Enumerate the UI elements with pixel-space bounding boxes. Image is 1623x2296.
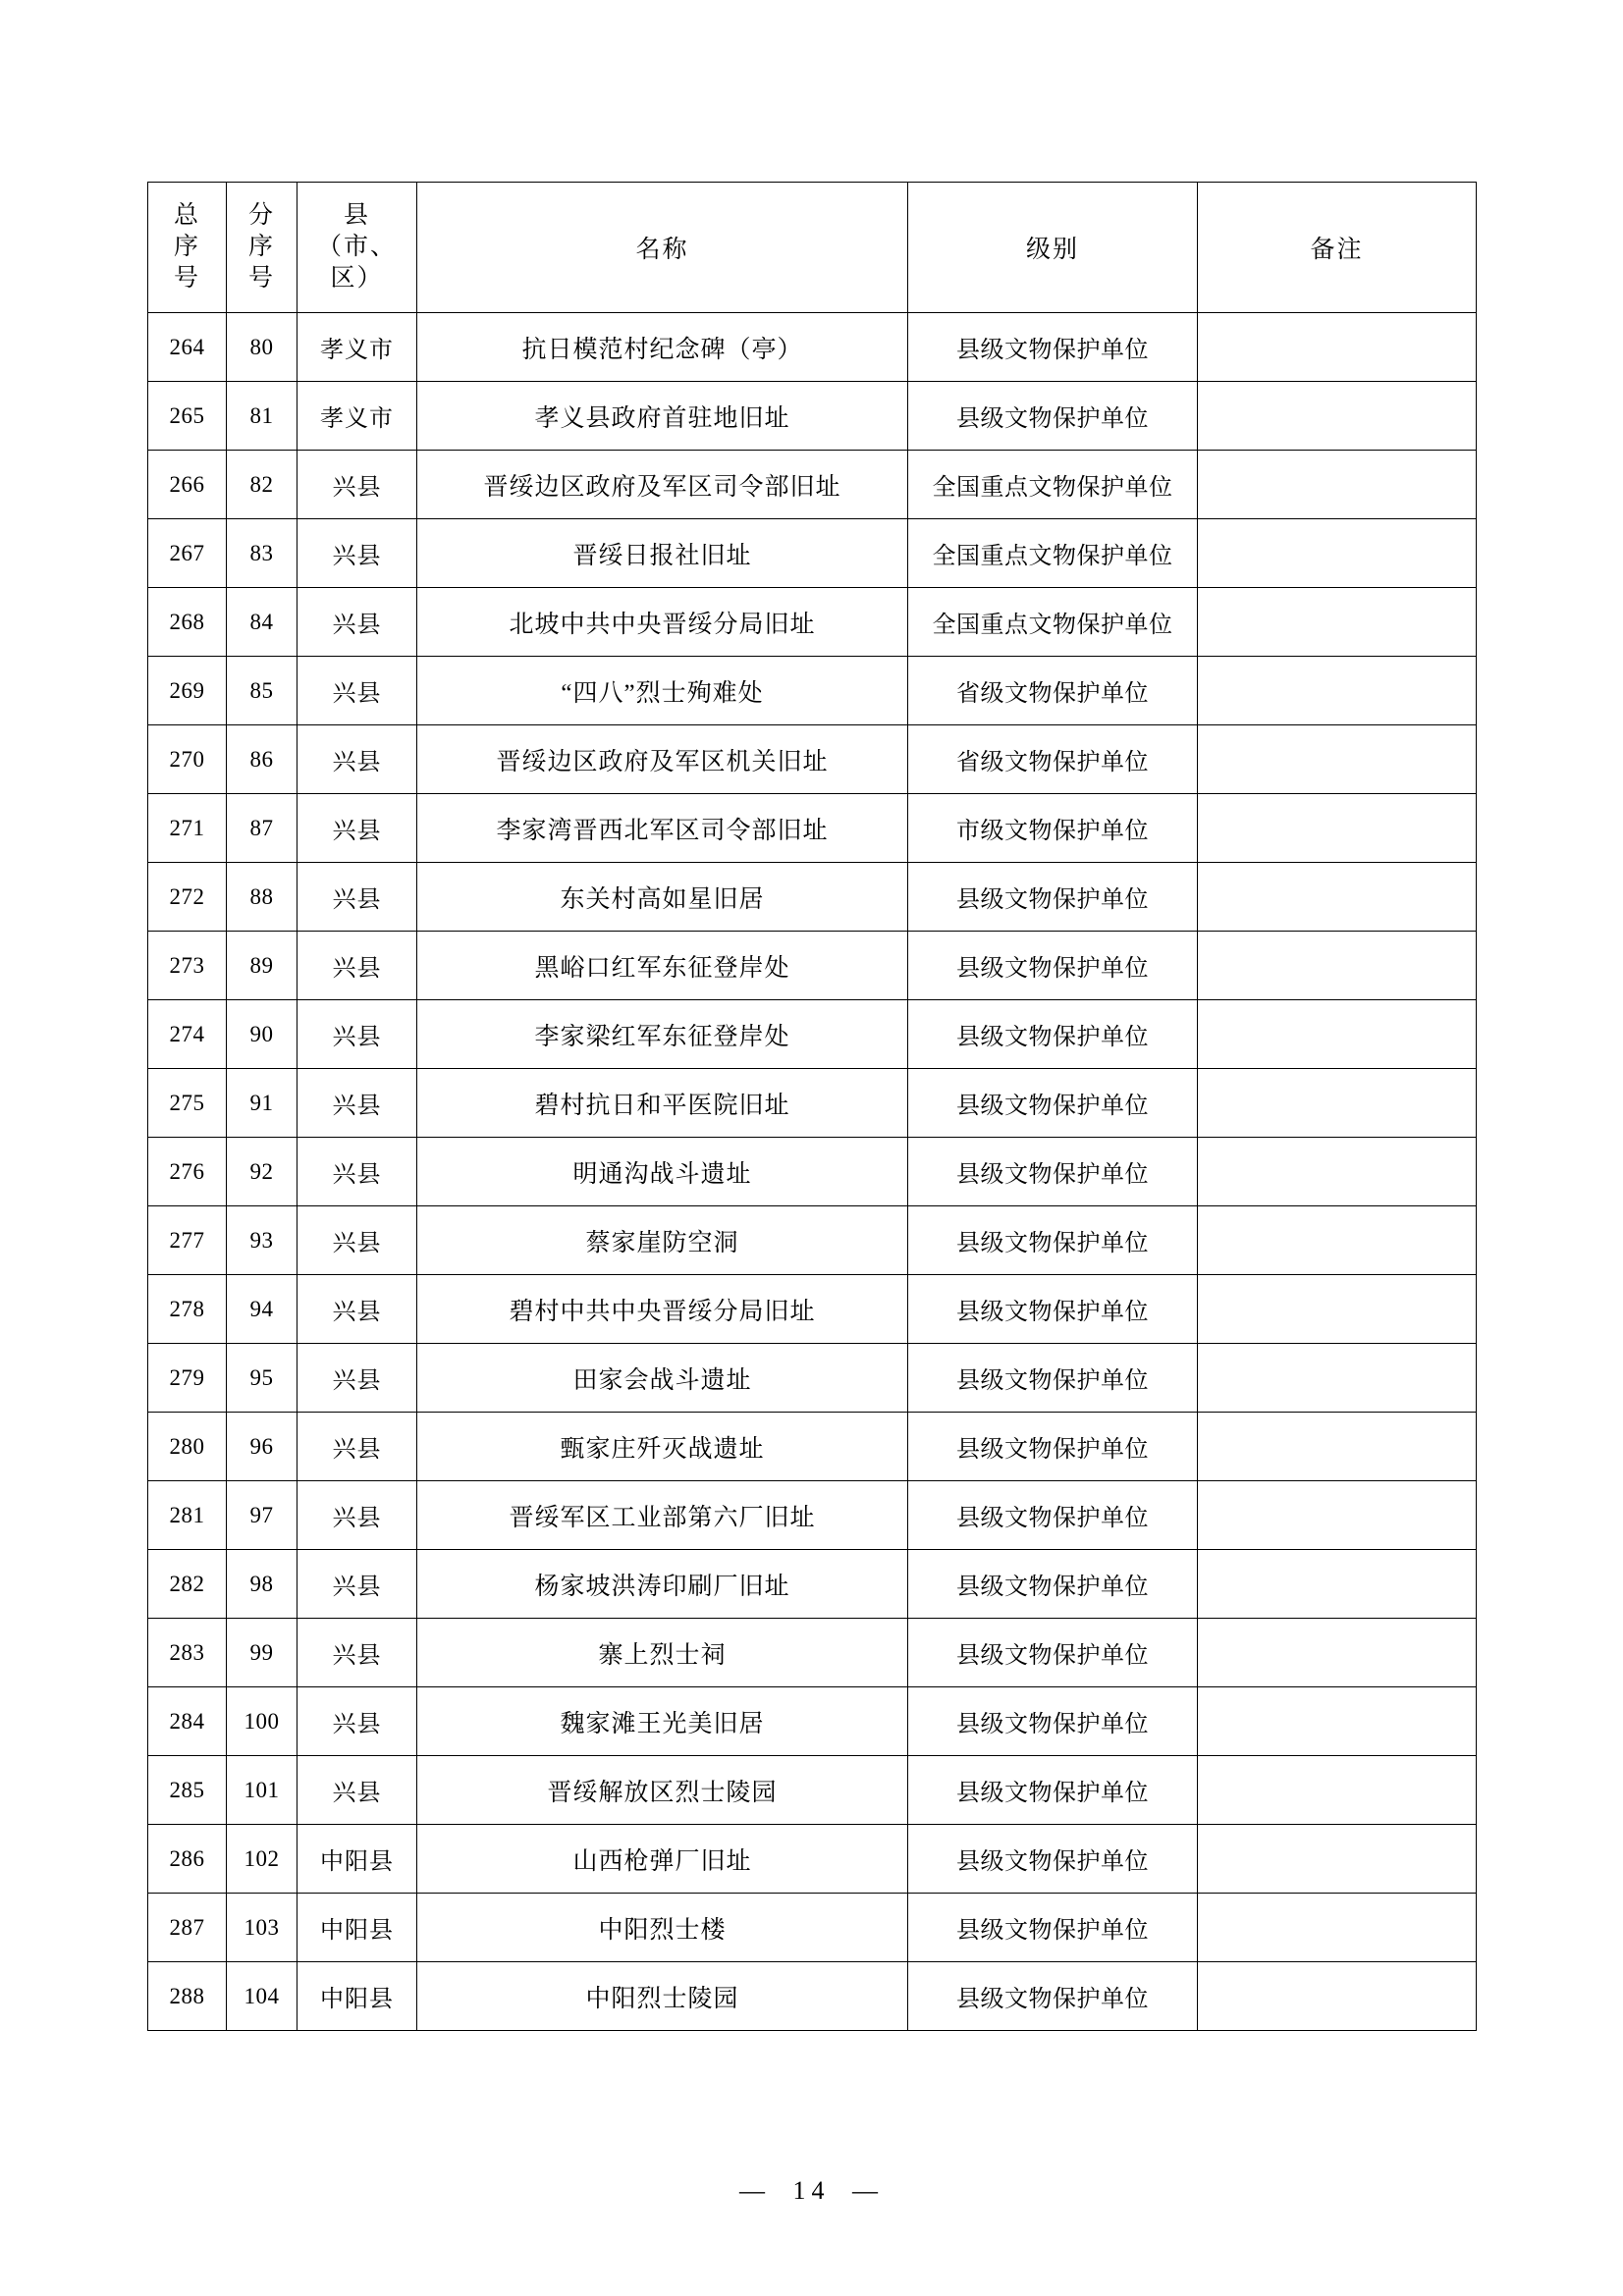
cell-level: 县级文物保护单位 — [908, 1687, 1198, 1756]
cell-total-no: 264 — [148, 313, 227, 382]
cell-level: 县级文物保护单位 — [908, 1619, 1198, 1687]
cell-total-no: 268 — [148, 588, 227, 657]
cell-total-no: 272 — [148, 863, 227, 932]
cell-level: 县级文物保护单位 — [908, 1000, 1198, 1069]
cell-county: 兴县 — [298, 1687, 417, 1756]
cell-sub-no: 92 — [227, 1138, 298, 1206]
cell-total-no: 283 — [148, 1619, 227, 1687]
cell-total-no: 280 — [148, 1413, 227, 1481]
cell-sub-no: 96 — [227, 1413, 298, 1481]
cell-note — [1198, 1825, 1477, 1894]
cell-county: 兴县 — [298, 519, 417, 588]
table-row — [148, 1619, 1477, 1687]
column-header-name: 名称 — [417, 183, 908, 313]
cell-level: 县级文物保护单位 — [908, 1206, 1198, 1275]
cell-level: 县级文物保护单位 — [908, 1756, 1198, 1825]
cell-name: 李家梁红军东征登岸处 — [417, 1000, 908, 1069]
footer-left-dash: — — [739, 2176, 771, 2205]
column-header-total-no-line1: 总 — [173, 202, 200, 229]
page-number: 14 — [792, 2176, 831, 2205]
table-row — [148, 725, 1477, 794]
table-row — [148, 382, 1477, 451]
cell-level: 省级文物保护单位 — [908, 657, 1198, 725]
cell-county: 兴县 — [298, 794, 417, 863]
cell-name: 中阳烈士楼 — [417, 1894, 908, 1962]
cell-total-no: 271 — [148, 794, 227, 863]
column-header-sub-no-line3: 号 — [247, 265, 275, 292]
cell-note — [1198, 725, 1477, 794]
cell-level: 全国重点文物保护单位 — [908, 588, 1198, 657]
cell-name: 魏家滩王光美旧居 — [417, 1687, 908, 1756]
cell-sub-no: 84 — [227, 588, 298, 657]
table-row — [148, 863, 1477, 932]
cell-total-no: 267 — [148, 519, 227, 588]
cell-sub-no: 80 — [227, 313, 298, 382]
cell-county: 兴县 — [298, 588, 417, 657]
cell-sub-no: 100 — [227, 1687, 298, 1756]
cell-name: 抗日模范村纪念碑（亭） — [417, 313, 908, 382]
cell-name: 杨家坡洪涛印刷厂旧址 — [417, 1550, 908, 1619]
cell-note — [1198, 1069, 1477, 1138]
cell-sub-no: 103 — [227, 1894, 298, 1962]
cell-note — [1198, 1138, 1477, 1206]
cell-note — [1198, 1275, 1477, 1344]
cell-county: 中阳县 — [298, 1894, 417, 1962]
cell-name: 黑峪口红军东征登岸处 — [417, 932, 908, 1000]
cell-total-no: 265 — [148, 382, 227, 451]
column-header-county-line3: 区） — [330, 265, 384, 292]
cell-name: 蔡家崖防空洞 — [417, 1206, 908, 1275]
table-row — [148, 1481, 1477, 1550]
column-header-sub-no — [227, 183, 298, 313]
cell-county: 中阳县 — [298, 1962, 417, 2031]
cell-note — [1198, 1344, 1477, 1413]
heritage-sites-table — [147, 182, 1477, 2031]
cell-note — [1198, 932, 1477, 1000]
table-row — [148, 794, 1477, 863]
cell-note — [1198, 1962, 1477, 2031]
table-header-row — [148, 183, 1477, 313]
cell-sub-no: 95 — [227, 1344, 298, 1413]
table-row — [148, 519, 1477, 588]
cell-county: 兴县 — [298, 932, 417, 1000]
cell-level: 省级文物保护单位 — [908, 725, 1198, 794]
cell-county: 兴县 — [298, 1206, 417, 1275]
table-body — [148, 313, 1477, 2031]
cell-sub-no: 90 — [227, 1000, 298, 1069]
cell-name: 晋绥日报社旧址 — [417, 519, 908, 588]
cell-total-no: 286 — [148, 1825, 227, 1894]
cell-total-no: 275 — [148, 1069, 227, 1138]
cell-sub-no: 89 — [227, 932, 298, 1000]
cell-total-no: 288 — [148, 1962, 227, 2031]
cell-level: 全国重点文物保护单位 — [908, 519, 1198, 588]
cell-name: 寨上烈士祠 — [417, 1619, 908, 1687]
cell-level: 县级文物保护单位 — [908, 1413, 1198, 1481]
cell-note — [1198, 588, 1477, 657]
cell-county: 兴县 — [298, 451, 417, 519]
table-row — [148, 1413, 1477, 1481]
column-header-county — [298, 183, 417, 313]
cell-county: 兴县 — [298, 1138, 417, 1206]
cell-note — [1198, 1481, 1477, 1550]
cell-county: 中阳县 — [298, 1825, 417, 1894]
column-header-county-line1: 县 — [343, 202, 370, 229]
cell-sub-no: 83 — [227, 519, 298, 588]
cell-note — [1198, 1619, 1477, 1687]
cell-level: 县级文物保护单位 — [908, 1481, 1198, 1550]
cell-note — [1198, 382, 1477, 451]
cell-name: 北坡中共中央晋绥分局旧址 — [417, 588, 908, 657]
cell-name: 晋绥解放区烈士陵园 — [417, 1756, 908, 1825]
cell-sub-no: 94 — [227, 1275, 298, 1344]
table-row — [148, 1344, 1477, 1413]
cell-county: 兴县 — [298, 1619, 417, 1687]
cell-name: 明通沟战斗遗址 — [417, 1138, 908, 1206]
table-row — [148, 1756, 1477, 1825]
cell-level: 县级文物保护单位 — [908, 313, 1198, 382]
column-header-sub-no-line2: 序 — [247, 234, 275, 260]
cell-sub-no: 102 — [227, 1825, 298, 1894]
cell-name: “四八”烈士殉难处 — [417, 657, 908, 725]
cell-sub-no: 87 — [227, 794, 298, 863]
table-row — [148, 1206, 1477, 1275]
cell-name: 晋绥边区政府及军区司令部旧址 — [417, 451, 908, 519]
cell-sub-no: 86 — [227, 725, 298, 794]
cell-name: 晋绥军区工业部第六厂旧址 — [417, 1481, 908, 1550]
cell-level: 县级文物保护单位 — [908, 1550, 1198, 1619]
cell-county: 兴县 — [298, 1069, 417, 1138]
cell-total-no: 287 — [148, 1894, 227, 1962]
cell-note — [1198, 1206, 1477, 1275]
cell-county: 孝义市 — [298, 313, 417, 382]
cell-note — [1198, 1413, 1477, 1481]
cell-note — [1198, 657, 1477, 725]
cell-sub-no: 99 — [227, 1619, 298, 1687]
cell-note — [1198, 1000, 1477, 1069]
table-row — [148, 1550, 1477, 1619]
cell-name: 中阳烈士陵园 — [417, 1962, 908, 2031]
column-header-county-line2: （市、 — [316, 234, 397, 260]
table-row — [148, 657, 1477, 725]
table-row — [148, 1275, 1477, 1344]
cell-sub-no: 81 — [227, 382, 298, 451]
cell-note — [1198, 863, 1477, 932]
cell-level: 市级文物保护单位 — [908, 794, 1198, 863]
cell-county: 兴县 — [298, 1550, 417, 1619]
cell-sub-no: 104 — [227, 1962, 298, 2031]
cell-level: 县级文物保护单位 — [908, 1825, 1198, 1894]
cell-level: 县级文物保护单位 — [908, 1344, 1198, 1413]
cell-total-no: 281 — [148, 1481, 227, 1550]
cell-level: 县级文物保护单位 — [908, 1069, 1198, 1138]
cell-county: 兴县 — [298, 863, 417, 932]
table-row — [148, 1138, 1477, 1206]
cell-note — [1198, 451, 1477, 519]
cell-sub-no: 85 — [227, 657, 298, 725]
cell-level: 县级文物保护单位 — [908, 932, 1198, 1000]
cell-total-no: 276 — [148, 1138, 227, 1206]
cell-total-no: 273 — [148, 932, 227, 1000]
table-row — [148, 1825, 1477, 1894]
cell-total-no: 277 — [148, 1206, 227, 1275]
cell-name: 碧村抗日和平医院旧址 — [417, 1069, 908, 1138]
cell-county: 兴县 — [298, 1413, 417, 1481]
cell-name: 山西枪弹厂旧址 — [417, 1825, 908, 1894]
cell-name: 孝义县政府首驻地旧址 — [417, 382, 908, 451]
cell-level: 全国重点文物保护单位 — [908, 451, 1198, 519]
column-header-note: 备注 — [1198, 183, 1477, 313]
table-row — [148, 588, 1477, 657]
table-row — [148, 313, 1477, 382]
cell-note — [1198, 1550, 1477, 1619]
page-footer — [0, 2176, 1623, 2206]
cell-level: 县级文物保护单位 — [908, 1962, 1198, 2031]
cell-note — [1198, 519, 1477, 588]
cell-total-no: 285 — [148, 1756, 227, 1825]
cell-county: 兴县 — [298, 1344, 417, 1413]
cell-level: 县级文物保护单位 — [908, 1138, 1198, 1206]
cell-sub-no: 93 — [227, 1206, 298, 1275]
table-header — [148, 183, 1477, 313]
cell-sub-no: 91 — [227, 1069, 298, 1138]
cell-sub-no: 97 — [227, 1481, 298, 1550]
cell-note — [1198, 313, 1477, 382]
cell-sub-no: 101 — [227, 1756, 298, 1825]
cell-name: 李家湾晋西北军区司令部旧址 — [417, 794, 908, 863]
table-row — [148, 1069, 1477, 1138]
column-header-sub-no-line1: 分 — [247, 202, 275, 229]
column-header-total-no-line2: 序 — [173, 234, 200, 260]
cell-name: 甄家庄歼灭战遗址 — [417, 1413, 908, 1481]
table-row — [148, 1894, 1477, 1962]
cell-note — [1198, 1756, 1477, 1825]
footer-right-dash: — — [852, 2176, 884, 2205]
table-row — [148, 451, 1477, 519]
cell-total-no: 269 — [148, 657, 227, 725]
cell-name: 田家会战斗遗址 — [417, 1344, 908, 1413]
column-header-total-no — [148, 183, 227, 313]
cell-sub-no: 98 — [227, 1550, 298, 1619]
cell-level: 县级文物保护单位 — [908, 1894, 1198, 1962]
cell-name: 东关村高如星旧居 — [417, 863, 908, 932]
cell-note — [1198, 1894, 1477, 1962]
cell-level: 县级文物保护单位 — [908, 1275, 1198, 1344]
cell-total-no: 282 — [148, 1550, 227, 1619]
table-row — [148, 1687, 1477, 1756]
cell-total-no: 279 — [148, 1344, 227, 1413]
cell-county: 兴县 — [298, 1481, 417, 1550]
cell-county: 兴县 — [298, 1000, 417, 1069]
cell-note — [1198, 794, 1477, 863]
cell-total-no: 278 — [148, 1275, 227, 1344]
cell-total-no: 270 — [148, 725, 227, 794]
cell-county: 兴县 — [298, 725, 417, 794]
cell-total-no: 284 — [148, 1687, 227, 1756]
cell-level: 县级文物保护单位 — [908, 863, 1198, 932]
cell-level: 县级文物保护单位 — [908, 382, 1198, 451]
cell-name: 碧村中共中央晋绥分局旧址 — [417, 1275, 908, 1344]
table-row — [148, 1000, 1477, 1069]
cell-total-no: 274 — [148, 1000, 227, 1069]
cell-sub-no: 88 — [227, 863, 298, 932]
cell-note — [1198, 1687, 1477, 1756]
cell-county: 孝义市 — [298, 382, 417, 451]
column-header-level: 级别 — [908, 183, 1198, 313]
cell-county: 兴县 — [298, 657, 417, 725]
column-header-total-no-line3: 号 — [173, 265, 200, 292]
cell-total-no: 266 — [148, 451, 227, 519]
cell-county: 兴县 — [298, 1756, 417, 1825]
table-row — [148, 932, 1477, 1000]
table-row — [148, 1962, 1477, 2031]
cell-name: 晋绥边区政府及军区机关旧址 — [417, 725, 908, 794]
cell-county: 兴县 — [298, 1275, 417, 1344]
cell-sub-no: 82 — [227, 451, 298, 519]
